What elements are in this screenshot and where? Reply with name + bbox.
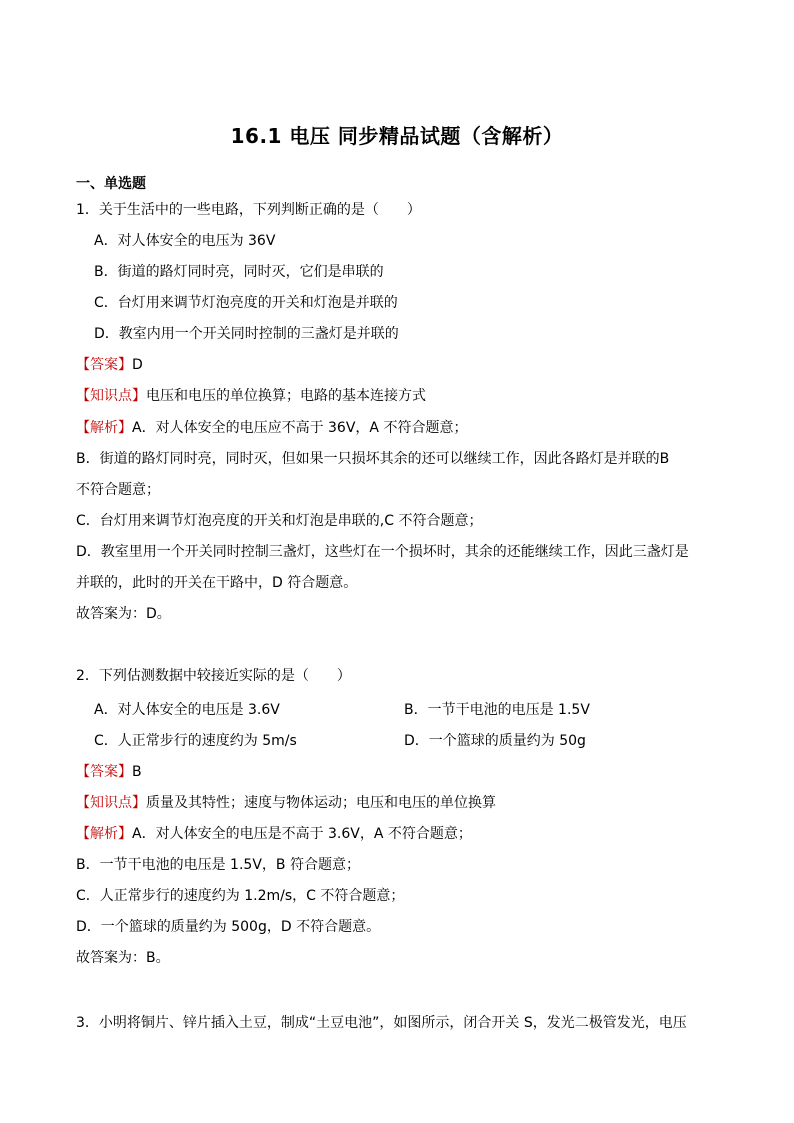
analysis-tag: 【解析】 — [76, 420, 132, 436]
analysis-text: A．对人体安全的电压是不高于 3.6V，A 不符合题意； — [132, 826, 472, 842]
knowledge-point-text: 质量及其特性；速度与物体运动；电压和电压的单位换算 — [146, 795, 496, 811]
question-1-analysis-line-1 — [76, 418, 467, 438]
question-1-option-a: A．对人体安全的电压为 36V — [94, 233, 276, 249]
answer-value: B — [132, 764, 142, 780]
question-1-knowledge-point — [76, 386, 426, 406]
question-2-option-d: D．一个篮球的质量约为 50g — [404, 733, 586, 749]
question-2-knowledge-point — [76, 793, 496, 813]
knowledge-point-tag: 【知识点】 — [76, 795, 146, 811]
answer-tag: 【答案】 — [76, 357, 132, 373]
question-1-answer — [76, 355, 143, 375]
knowledge-point-text: 电压和电压的单位换算；电路的基本连接方式 — [146, 388, 426, 404]
question-2-option-b: B．一节干电池的电压是 1.5V — [404, 702, 590, 718]
question-1-analysis-line-4: C．台灯用来调节灯泡亮度的开关和灯泡是串联的,C 不符合题意； — [76, 513, 483, 529]
analysis-text: A．对人体安全的电压应不高于 36V，A 不符合题意； — [132, 420, 468, 436]
question-2-conclusion: 故答案为：B。 — [76, 950, 170, 966]
answer-tag: 【答案】 — [76, 764, 132, 780]
question-1-analysis-line-2: B．街道的路灯同时亮，同时灭，但如果一只损坏其余的还可以继续工作，因此各路灯是并联的B — [76, 451, 670, 467]
analysis-tag: 【解析】 — [76, 826, 132, 842]
question-2-option-c: C．人正常步行的速度约为 5m/s — [94, 733, 297, 749]
knowledge-point-tag: 【知识点】 — [76, 388, 146, 404]
question-1-analysis-line-3: 不符合题意； — [76, 482, 160, 498]
question-1-option-c: C．台灯用来调节灯泡亮度的开关和灯泡是并联的 — [94, 295, 398, 311]
question-1-analysis-line-6: 并联的，此时的开关在干路中，D 符合题意。 — [76, 575, 358, 591]
question-1-conclusion: 故答案为：D。 — [76, 606, 171, 622]
page-title: 16.1 电压 同步精品试题（含解析） — [230, 124, 564, 148]
question-2-analysis-line-4: D．一个篮球的质量约为 500g，D 不符合题意。 — [76, 919, 381, 935]
answer-value: D — [132, 357, 143, 373]
question-1-option-d: D．教室内用一个开关同时控制的三盏灯是并联的 — [94, 326, 399, 342]
question-2-analysis-line-3: C．人正常步行的速度约为 1.2m/s，C 不符合题意； — [76, 888, 405, 904]
question-2-stem: 2．下列估测数据中较接近实际的是（ ） — [76, 668, 351, 684]
question-2-analysis-line-2: B．一节干电池的电压是 1.5V，B 符合题意； — [76, 857, 360, 873]
question-2-analysis-line-1 — [76, 824, 472, 844]
question-1-option-b: B．街道的路灯同时亮，同时灭，它们是串联的 — [94, 264, 384, 280]
question-1-analysis-line-5: D．教室里用一个开关同时控制三盏灯，这些灯在一个损坏时，其余的还能继续工作，因此三盏灯是 — [76, 544, 689, 560]
question-2-answer — [76, 762, 142, 782]
question-3-stem: 3．小明将铜片、锌片插入土豆，制成“土豆电池”，如图所示，闭合开关 S，发光二极管发光，电压 — [76, 1015, 687, 1031]
question-2-option-a: A．对人体安全的电压是 3.6V — [94, 702, 280, 718]
section-heading: 一、单选题 — [76, 176, 146, 192]
question-1-stem: 1．关于生活中的一些电路，下列判断正确的是（ ） — [76, 202, 421, 218]
